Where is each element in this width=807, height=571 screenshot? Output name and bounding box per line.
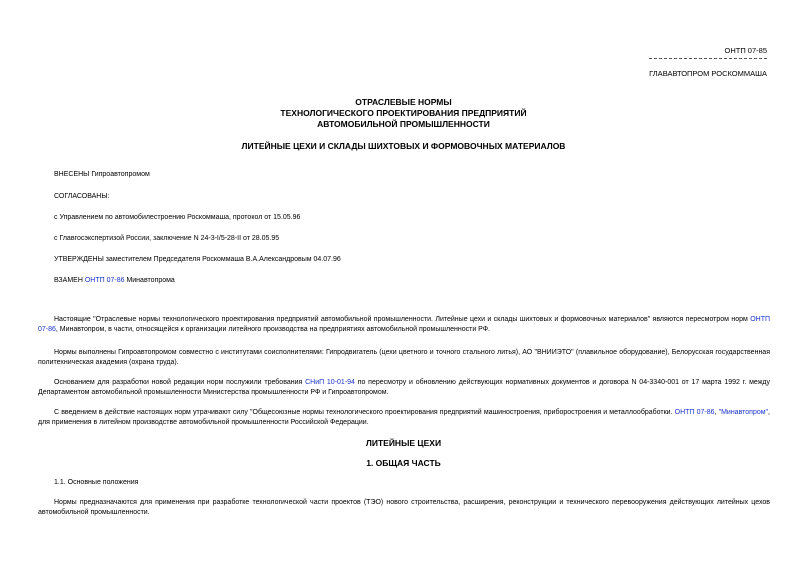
title-line-1: ОТРАСЛЕВЫЕ НОРМЫ (355, 97, 452, 107)
ontp-link[interactable]: ОНТП 07-86 (38, 316, 770, 333)
introduced-by: ВНЕСЕНЫ Гипроавтопромом (54, 171, 150, 178)
approved-by: УТВЕРЖДЕНЫ заместителем Председателя Роскоммаша В.А.Александровым 04.07.96 (54, 256, 341, 263)
section-heading-general: 1. ОБЩАЯ ЧАСТЬ (366, 458, 441, 468)
replaces-line (54, 276, 175, 285)
header-divider (649, 58, 767, 59)
paragraph-2 (38, 348, 770, 368)
snip-link[interactable]: СНиП 10-01-94 (305, 379, 355, 386)
agreed-item-2: с Главгосэкспертизой России, заключение N 24-3-I/5-28-II от 28.05.95 (54, 235, 280, 242)
paragraph-5-text: Нормы предназначаются для применения при разработке технологической части проектов (ТЭО) нового строительства, расширения, реконструкции и технического перевооружения действующих литейных цехов автомобильной промышленности. (38, 499, 770, 516)
document-code: ОНТП 07-85 (724, 46, 767, 55)
paragraph-1-text-end: , Минавтопром, в части, относящейся к организации литейного производства на предприятиях автомобильной промышленности РФ. (55, 326, 491, 333)
document-subtitle: ЛИТЕЙНЫЕ ЦЕХИ И СКЛАДЫ ШИХТОВЫХ И ФОРМОВОЧНЫХ МАТЕРИАЛОВ (241, 141, 566, 151)
paragraph-3-text-end: по пересмотру и обновлению действующих нормативных документов и договора N 04-3340-001 от 17 марта 1992 г. между Департаментом автомобильной промышленности Министерства промышленности РФ и Гипроавтопромом. (38, 379, 770, 396)
title-line-3: АВТОМОБИЛЬНОЙ ПРОМЫШЛЕННОСТИ (317, 119, 490, 129)
replaces-suffix: Минавтопрома (124, 277, 175, 284)
paragraph-4-text: С введением в действие настоящих норм утрачивают силу "Общесоюзные нормы технологического проектирования предприятий машиностроения, приборостроения и металлообработки. (54, 409, 675, 416)
replaces-link[interactable]: ОНТП 07-86 (84, 277, 125, 284)
paragraph-5 (38, 498, 770, 518)
paragraph-1 (38, 315, 770, 335)
paragraph-2-text: Нормы выполнены Гипроавтопромом совместно с институтами соисполнителями: Гипродвигатель (цехи цветного и точного стального литья), АО "ВНИИЭТО" (плавильное оборудование), Белорусская государственная политехническая академия (охрана труда). (38, 349, 770, 366)
paragraph-1-text: Настоящие "Отраслевые нормы технологического проектирования предприятий автомобильной промышленности. Литейные цехи и склады шихтовых и формовочных материалов" являются пересмотром норм (54, 316, 751, 323)
paragraph-4 (38, 408, 770, 428)
subsection-heading: 1.1. Основные положения (54, 479, 139, 486)
paragraph-3-text: Основанием для разработки новой редакции норм послужили требования (54, 379, 306, 386)
title-line-2: ТЕХНОЛОГИЧЕСКОГО ПРОЕКТИРОВАНИЯ ПРЕДПРИЯТИЙ (280, 108, 527, 118)
paragraph-4-separator: , (714, 409, 719, 416)
ontp-link-2[interactable]: ОНТП 07-86 (674, 409, 715, 416)
agreed-heading: СОГЛАСОВАНЫ: (54, 193, 110, 200)
replaces-prefix: ВЗАМЕН (54, 277, 85, 284)
minavtoprom-link[interactable]: "Минавтопром" (718, 409, 769, 416)
issuing-organization: ГЛАВАВТОПРОМ РОСКОММАША (649, 69, 767, 78)
paragraph-3 (38, 378, 770, 398)
agreed-item-1: с Управлением по автомобилестроению Роскоммаша, протокол от 15.05.96 (54, 214, 301, 221)
section-heading-foundry: ЛИТЕЙНЫЕ ЦЕХИ (365, 438, 442, 448)
paragraph-4-text-end: , для применения в литейном производстве автомобильной промышленности Российской Федерации. (38, 409, 770, 426)
